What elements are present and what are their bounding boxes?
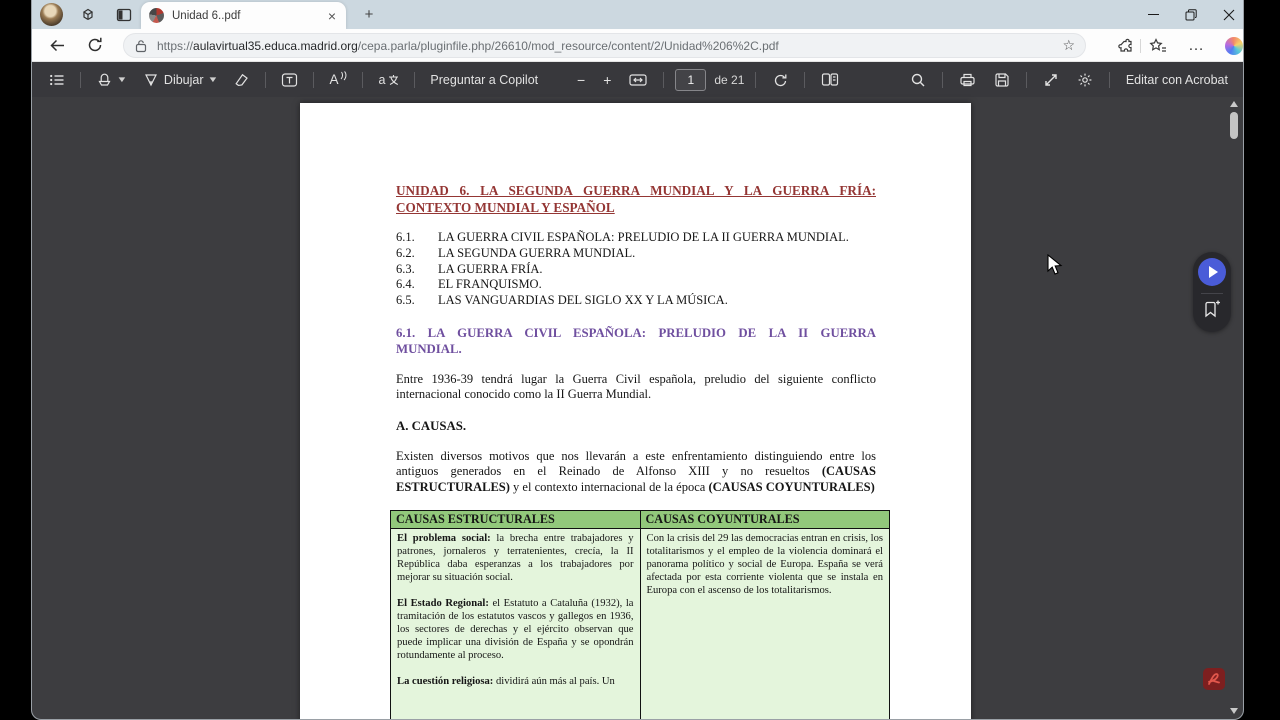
copilot-icon[interactable] bbox=[1224, 36, 1244, 56]
text-tool-button[interactable] bbox=[276, 68, 303, 92]
causes-heading: A. CAUSAS. bbox=[396, 418, 467, 433]
restore-button[interactable] bbox=[1172, 0, 1210, 29]
address-bar-row bbox=[32, 29, 1243, 62]
translate-glyph: a bbox=[378, 72, 386, 87]
toc-item: 6.4. EL FRANQUISMO. bbox=[396, 277, 542, 292]
refresh-icon[interactable] bbox=[86, 36, 105, 55]
scrollbar[interactable] bbox=[1227, 97, 1241, 719]
table-header-row bbox=[391, 511, 890, 529]
save-icon[interactable] bbox=[989, 68, 1015, 92]
page-count-label: de 21 bbox=[714, 72, 745, 87]
toolbar-separator bbox=[663, 72, 664, 88]
table-body-row bbox=[391, 529, 890, 720]
draw-tool-button[interactable] bbox=[138, 68, 222, 92]
pdf-toolbar bbox=[32, 62, 1243, 97]
cell-coyunturales: Con la crisis del 29 las democracias entran en crisis, los totalitarismos y el empleo de la violencia dominará el panorama político y social de Europa. España se verá afectada por esta corriente violenta que se instala en Europa con el ascenso de los totalitarismos. bbox=[640, 529, 890, 720]
eraser-tool-button[interactable] bbox=[228, 68, 255, 92]
search-icon[interactable] bbox=[905, 68, 931, 92]
toc-item: 6.3. LA GUERRA FRÍA. bbox=[396, 261, 543, 276]
causes-paragraph: Existen diversos motivos que nos llevarán a este enfrentamiento distinguiendo entre los antiguos generados en el Reinado de Alfonso XIII y no resueltos (CAUSAS ESTRUCTURALES) y el contexto internacional de la época (CAUSAS COYUNTURALES) bbox=[396, 448, 876, 494]
page-view-button[interactable] bbox=[816, 68, 844, 91]
read-aloud-glyph: A bbox=[329, 72, 339, 87]
more-menu-icon[interactable]: … bbox=[1188, 37, 1204, 54]
browser-window bbox=[31, 0, 1244, 720]
toolbar-divider bbox=[1140, 39, 1141, 53]
intro-paragraph: Entre 1936-39 tendrá lugar la Guerra Civil española, preludio del siguiente conflicto internacional conocido como la II Guerra Mundial. bbox=[396, 371, 876, 402]
tab-title: Unidad 6..pdf bbox=[172, 9, 241, 22]
toc-item: 6.1. LA GUERRA CIVIL ESPAÑOLA: PRELUDIO DE LA II GUERRA MUNDIAL. bbox=[396, 230, 849, 244]
site-permissions-icon[interactable] bbox=[134, 39, 148, 53]
pill-divider bbox=[1201, 293, 1223, 294]
pdf-favicon bbox=[149, 8, 164, 23]
toolbar-separator bbox=[414, 72, 415, 88]
scroll-down-icon[interactable] bbox=[1230, 708, 1238, 714]
url-text: https://aulavirtual35.educa.madrid.org/cepa.parla/pluginfile.php/26610/mod_resource/content/2/Unidad%206%2C.pdf bbox=[157, 38, 779, 53]
back-icon[interactable] bbox=[48, 36, 67, 55]
pdf-page bbox=[300, 103, 971, 720]
section-heading: 6.1. LA GUERRA CIVIL ESPAÑOLA: PRELUDIO DE LA II GUERRA MUNDIAL. bbox=[396, 325, 876, 356]
toc-item: 6.5. LAS VANGUARDIAS DEL SIGLO XX Y LA MÚSICA. bbox=[396, 293, 728, 308]
play-button[interactable] bbox=[1198, 258, 1226, 286]
tab-close-icon[interactable]: × bbox=[327, 7, 336, 24]
highlighter-tool-button[interactable] bbox=[91, 68, 131, 92]
rotate-button[interactable] bbox=[767, 68, 793, 92]
causes-table bbox=[390, 510, 890, 720]
toolbar-separator bbox=[313, 72, 314, 88]
chevron-down-icon[interactable]: ▼ bbox=[116, 75, 128, 84]
translate-button[interactable] bbox=[373, 69, 404, 91]
toolbar-separator bbox=[804, 72, 805, 88]
scrollbar-thumb[interactable] bbox=[1230, 112, 1238, 139]
profile-avatar[interactable] bbox=[40, 3, 63, 26]
zoom-in-button[interactable]: + bbox=[603, 71, 612, 88]
floating-side-toolbar bbox=[1193, 252, 1231, 332]
toolbar-separator bbox=[362, 72, 363, 88]
split-screen-icon[interactable] bbox=[115, 6, 133, 24]
workspaces-icon[interactable] bbox=[78, 6, 96, 24]
ask-copilot-label: Preguntar a Copilot bbox=[430, 72, 539, 87]
toc-icon[interactable] bbox=[44, 68, 70, 92]
tab-unidad6[interactable] bbox=[141, 2, 346, 29]
fullscreen-icon[interactable] bbox=[1038, 68, 1064, 92]
edit-with-acrobat-label: Editar con Acrobat bbox=[1125, 72, 1228, 87]
draw-label: Dibujar bbox=[163, 72, 204, 87]
page-number-input[interactable]: 1 bbox=[675, 69, 706, 91]
toolbar-separator bbox=[80, 72, 81, 88]
favorites-icon[interactable] bbox=[1148, 36, 1168, 56]
edit-with-acrobat-button[interactable] bbox=[1121, 69, 1233, 91]
tab-bar bbox=[32, 0, 1243, 29]
toolbar-separator bbox=[755, 72, 756, 88]
url-field[interactable] bbox=[123, 33, 1086, 58]
bookmark-star-icon[interactable]: ☆ bbox=[1062, 37, 1075, 53]
minimize-button[interactable] bbox=[1134, 0, 1172, 29]
cell-estructurales: El problema social: la brecha entre trabajadores y patrones, jornaleros y terratenientes, crecía, la II República daba esperanzas a los trabajadores por mejorar su situación social. El Estado Regional: el Estatuto a Cataluña (1932), la tramitación de los estatutos vascos y gallegos en 1936, los sectores de derechas y el ejército observan que puede implicar una división de España y se opondrán rotundamente al proceso. La cuestión religiosa: dividirá aún más al país. Un bbox=[391, 529, 641, 720]
table-of-contents bbox=[396, 230, 876, 309]
toolbar-separator bbox=[942, 72, 943, 88]
mouse-cursor bbox=[1047, 254, 1065, 281]
read-aloud-button[interactable] bbox=[324, 68, 352, 91]
fit-to-width-button[interactable] bbox=[624, 69, 652, 91]
pdf-viewer bbox=[32, 97, 1243, 719]
ask-copilot-button[interactable] bbox=[425, 69, 543, 91]
toolbar-separator bbox=[265, 72, 266, 88]
scroll-up-icon[interactable] bbox=[1230, 101, 1238, 107]
toolbar-separator bbox=[1109, 72, 1110, 88]
acrobat-extension-icon[interactable] bbox=[1203, 668, 1225, 690]
close-window-button[interactable] bbox=[1210, 0, 1244, 29]
settings-gear-icon[interactable] bbox=[1072, 68, 1098, 92]
chevron-down-icon[interactable]: ▼ bbox=[206, 75, 219, 84]
toc-item: 6.2. LA SEGUNDA GUERRA MUNDIAL. bbox=[396, 245, 636, 260]
table-header-estructurales: CAUSAS ESTRUCTURALES bbox=[391, 511, 641, 529]
table-header-coyunturales: CAUSAS COYUNTURALES bbox=[640, 511, 890, 529]
document-title: UNIDAD 6. LA SEGUNDA GUERRA MUNDIAL Y LA GUERRA FRÍA: CONTEXTO MUNDIAL Y ESPAÑOL bbox=[396, 183, 876, 215]
new-tab-button[interactable]: + bbox=[364, 6, 374, 23]
print-icon[interactable] bbox=[954, 68, 981, 92]
zoom-out-button[interactable]: − bbox=[577, 71, 586, 88]
extensions-icon[interactable] bbox=[1116, 36, 1136, 56]
add-bookmark-icon[interactable] bbox=[1203, 300, 1221, 320]
toolbar-separator bbox=[1026, 72, 1027, 88]
